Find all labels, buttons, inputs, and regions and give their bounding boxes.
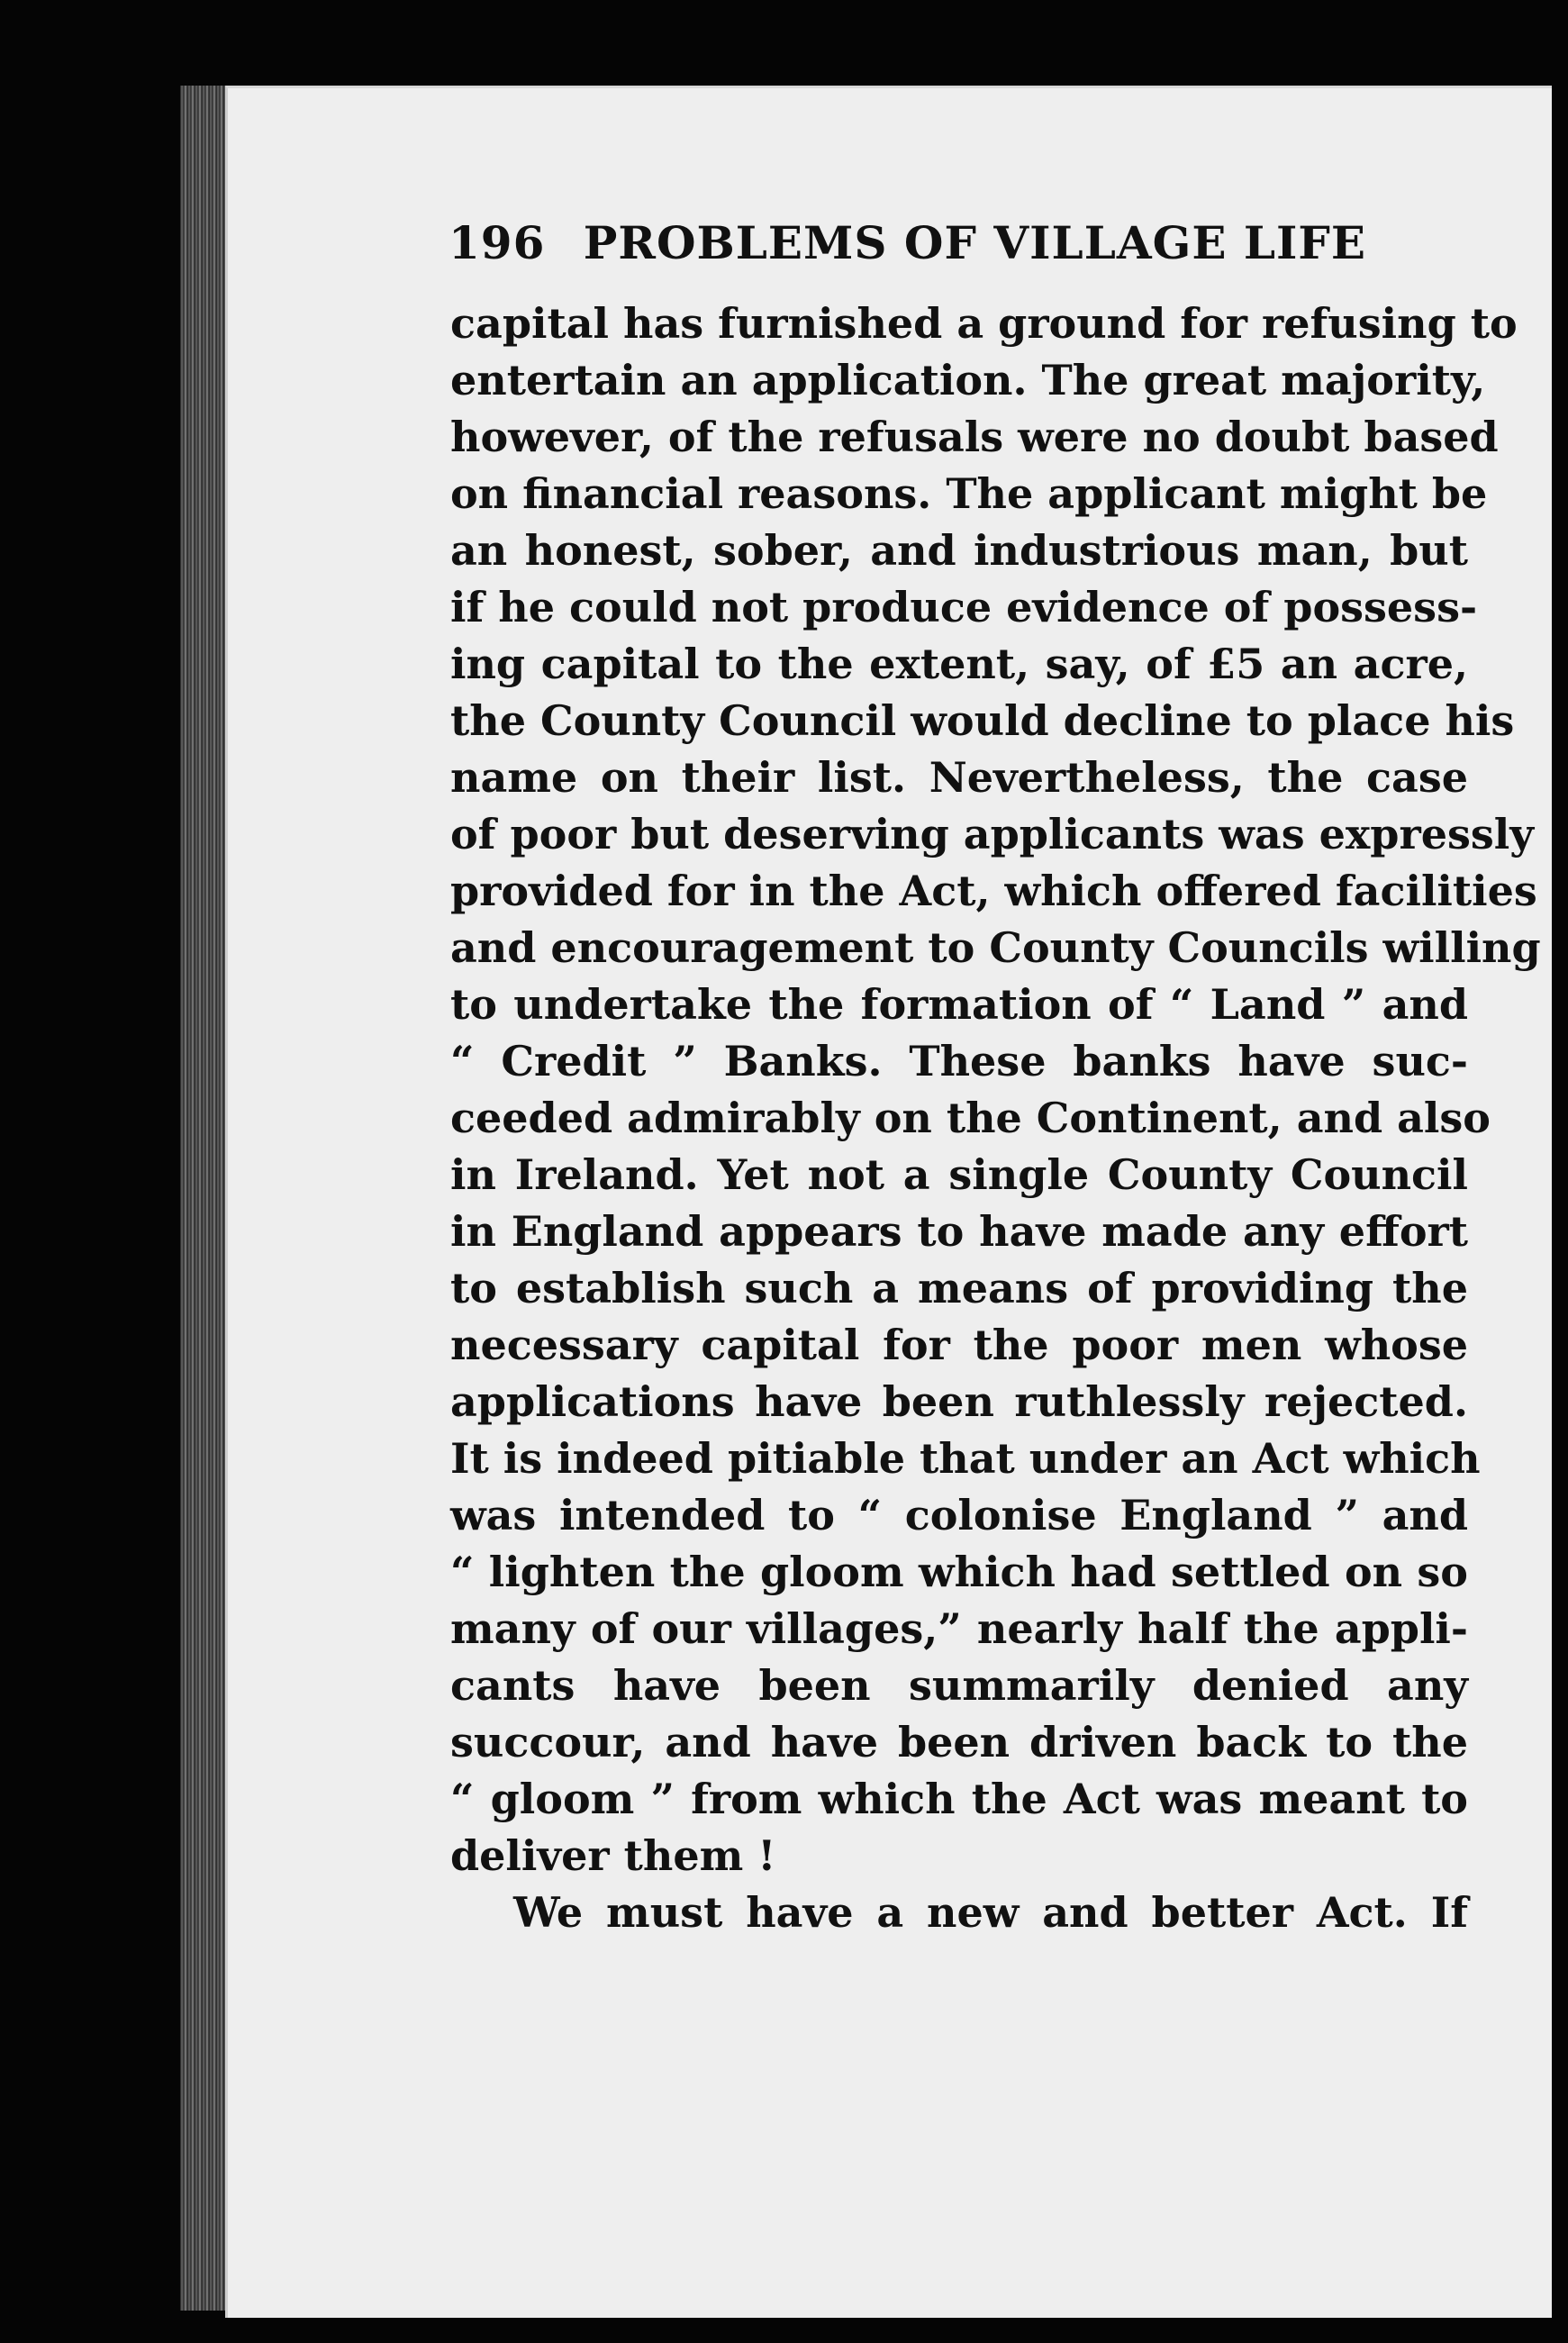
text-line: to establish such a means of providing the xyxy=(450,1264,1468,1312)
text-line: however, of the refusals were no doubt based xyxy=(450,413,1499,461)
body-text xyxy=(450,295,1541,1941)
text-line: to undertake the formation of “ Land ” and xyxy=(450,980,1468,1029)
text-line: applications have been ruthlessly rejected. xyxy=(450,1377,1468,1426)
text-line: succour, and have been driven back to the xyxy=(450,1718,1468,1766)
text-line: and encouragement to County Councils willing xyxy=(450,923,1541,972)
text-line: ceeded admirably on the Continent, and also xyxy=(450,1094,1491,1142)
text-line: in Ireland. Yet not a single County Council xyxy=(450,1150,1468,1199)
text-line: It is indeed pitiable that under an Act which xyxy=(450,1434,1481,1483)
text-line: if he could not produce evidence of possess- xyxy=(450,583,1478,631)
text-line: deliver them ! xyxy=(450,1831,776,1880)
text-line: the County Council would decline to place his xyxy=(450,696,1515,745)
text-line: ing capital to the extent, say, of £5 an acre, xyxy=(450,640,1468,688)
running-head xyxy=(449,216,1376,269)
text-line: capital has furnished a ground for refusing to xyxy=(450,299,1518,348)
text-line: an honest, sober, and industrious man, but xyxy=(450,526,1468,575)
text-line: “ Credit ” Banks. These banks have suc- xyxy=(450,1037,1468,1085)
text-line: provided for in the Act, which offered facilities xyxy=(450,867,1537,915)
text-line: entertain an application. The great majority, xyxy=(450,356,1486,404)
text-line: of poor but deserving applicants was expressly xyxy=(450,810,1534,858)
text-line: was intended to “ colonise England ” and xyxy=(450,1491,1468,1539)
text-line: name on their list. Nevertheless, the case xyxy=(450,753,1468,802)
text-line: “ lighten the gloom which had settled on so xyxy=(450,1548,1468,1596)
page-title: PROBLEMS OF VILLAGE LIFE xyxy=(583,216,1367,269)
text-line: many of our villages,” nearly half the appli- xyxy=(450,1604,1468,1653)
text-line: on financial reasons. The applicant might be xyxy=(450,469,1488,518)
text-line: in England appears to have made any effort xyxy=(450,1207,1468,1256)
text-line: We must have a new and better Act. If xyxy=(513,1888,1468,1937)
text-line: “ gloom ” from which the Act was meant to xyxy=(450,1775,1468,1823)
page-number: 196 xyxy=(449,216,546,269)
text-line: cants have been summarily denied any xyxy=(450,1661,1468,1710)
text-line: necessary capital for the poor men whose xyxy=(450,1321,1468,1369)
